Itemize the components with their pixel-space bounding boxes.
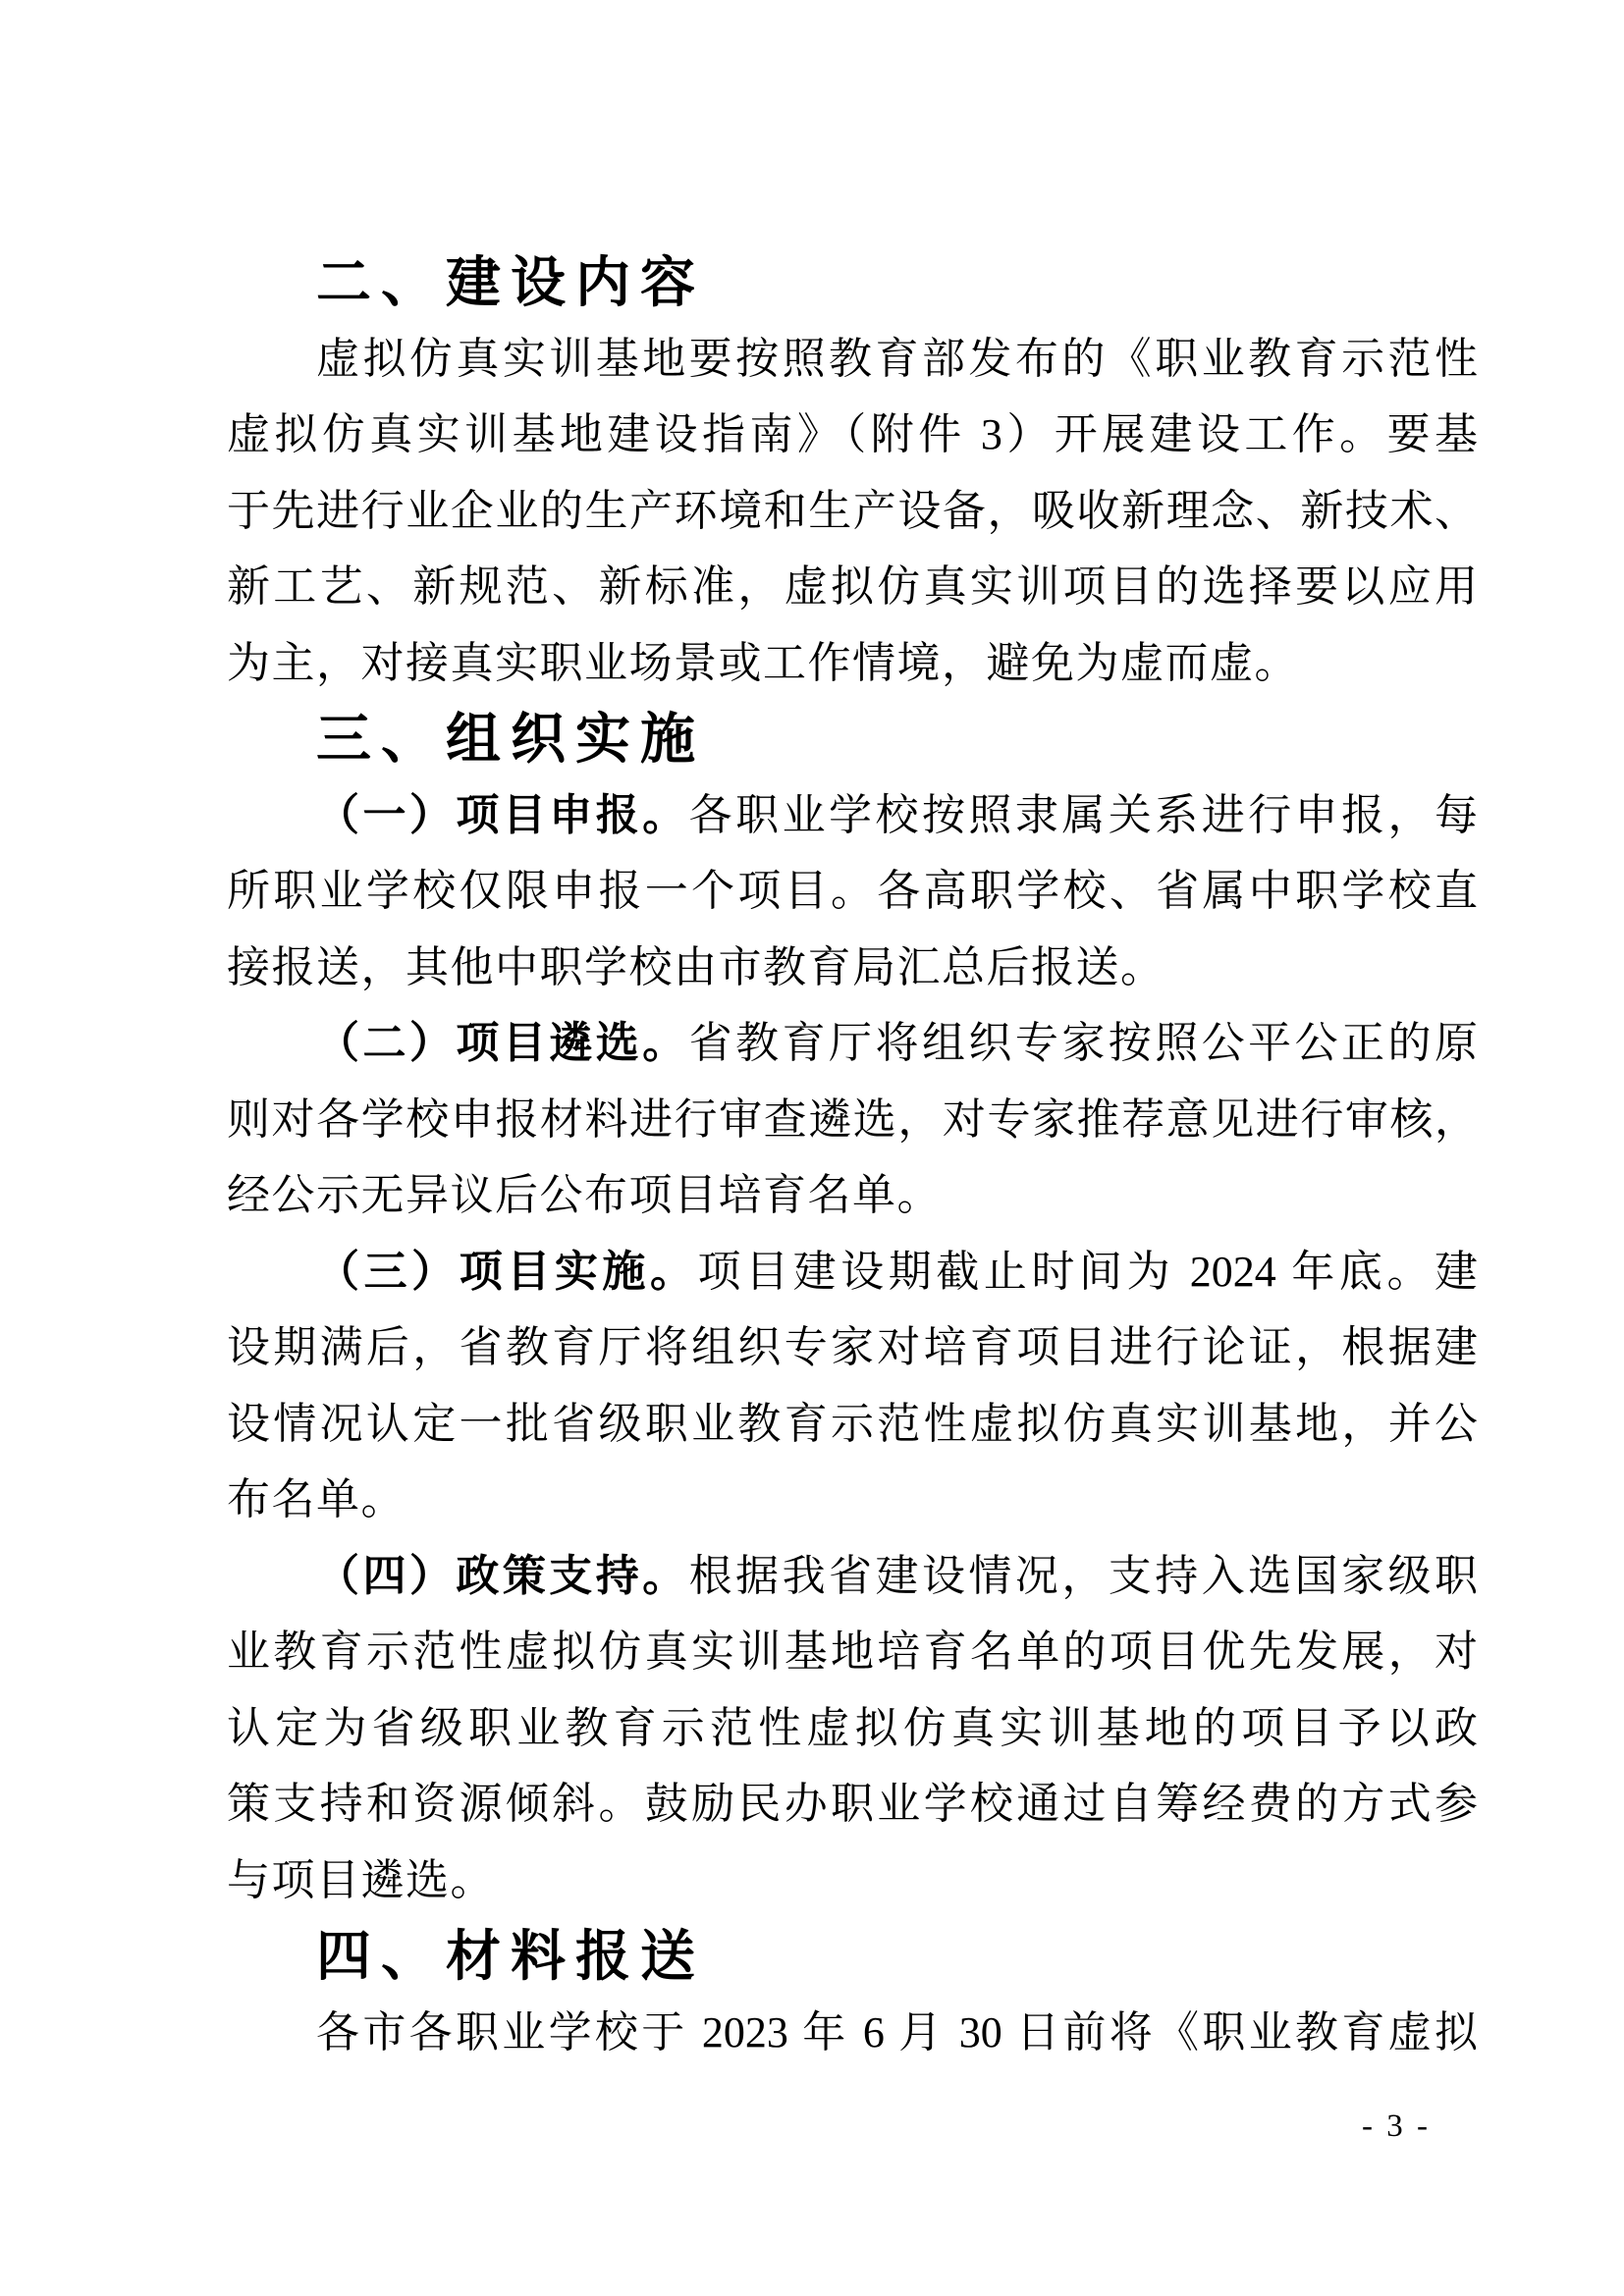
document-line [227,473,1478,550]
line-text: 设情况认定一批省级职业教育示范性虚拟仿真实训基地，并公 [227,1399,1478,1448]
document-line [227,930,1478,1006]
line-text: 认定为省级职业教育示范性虚拟仿真实训基地的项目予以政 [227,1703,1478,1752]
document-body [227,244,1478,2070]
line-text: 所职业学校仅限申报一个项目。各高职学校、省属中职学校直 [227,867,1478,915]
document-line [227,853,1478,930]
document-line [227,777,1478,854]
line-text: 经公示无异议后公布项目培育名单。 [227,1171,942,1219]
document-line [227,1234,1478,1310]
document-line [227,1309,1478,1386]
document-line [227,397,1478,473]
line-lead: （二）项目遴选。 [316,1019,689,1067]
line-text: 策支持和资源倾斜。鼓励民办职业学校通过自筹经费的方式参 [227,1780,1478,1828]
line-text: 于先进行业企业的生产环境和生产设备，吸收新理念、新技术、 [227,486,1478,535]
document-line [227,1995,1478,2071]
line-text: 业教育示范性虚拟仿真实训基地培育名单的项目优先发展，对 [227,1628,1478,1676]
line-text: 布名单。 [227,1475,406,1523]
line-text: 项目建设期截止时间为 2024 年底。建 [697,1247,1479,1296]
document-line [227,1538,1478,1615]
document-line [227,625,1478,702]
line-lead: （三）项目实施。 [316,1247,698,1296]
document-line [227,1842,1478,1919]
line-text: 新工艺、新规范、新标准，虚拟仿真实训项目的选择要以应用 [227,562,1478,611]
document-line [227,1766,1478,1842]
line-text: 为主，对接真实职业场景或工作情境，避免为虚而虚。 [227,638,1299,687]
line-lead: （一）项目申报。 [316,790,689,839]
heading-text: 二、建设内容 [316,251,705,313]
document-line [227,1462,1478,1538]
line-text: 接报送，其他中职学校由市教育局汇总后报送。 [227,942,1165,991]
document-line [227,1386,1478,1463]
line-text: 设期满后，省教育厅将组织专家对培育项目进行论证，根据建 [227,1323,1478,1371]
document-line [227,549,1478,625]
line-text: 各市各职业学校于 2023 年 6 月 30 日前将《职业教育虚拟 [316,2007,1478,2056]
line-text: 根据我省建设情况，支持入选国家级职 [688,1551,1479,1600]
line-text: 与项目遴选。 [227,1855,495,1904]
line-text: 虚拟仿真实训基地要按照教育部发布的《职业教育示范性 [316,334,1478,383]
document-line [227,1005,1478,1082]
heading-text: 四、材料报送 [316,1925,705,1987]
document-line [227,1614,1478,1690]
line-lead: （四）政策支持。 [316,1551,689,1600]
section-heading-2 [227,244,1478,321]
line-text: 省教育厅将组织专家按照公平公正的原 [688,1019,1479,1067]
document-line [227,321,1478,398]
line-text: 各职业学校按照隶属关系进行申报，每 [688,790,1479,839]
line-text: 则对各学校申报材料进行审查遴选，对专家推荐意见进行审核， [227,1095,1478,1144]
page-number: - 3 - [1362,2109,1431,2144]
heading-text: 三、组织实施 [316,708,705,770]
section-heading-3 [227,701,1478,777]
document-line [227,1082,1478,1158]
section-heading-4 [227,1918,1478,1995]
document-line [227,1157,1478,1234]
line-text: 虚拟仿真实训基地建设指南》（附件 3）开展建设工作。要基 [227,410,1478,458]
document-line [227,1690,1478,1767]
